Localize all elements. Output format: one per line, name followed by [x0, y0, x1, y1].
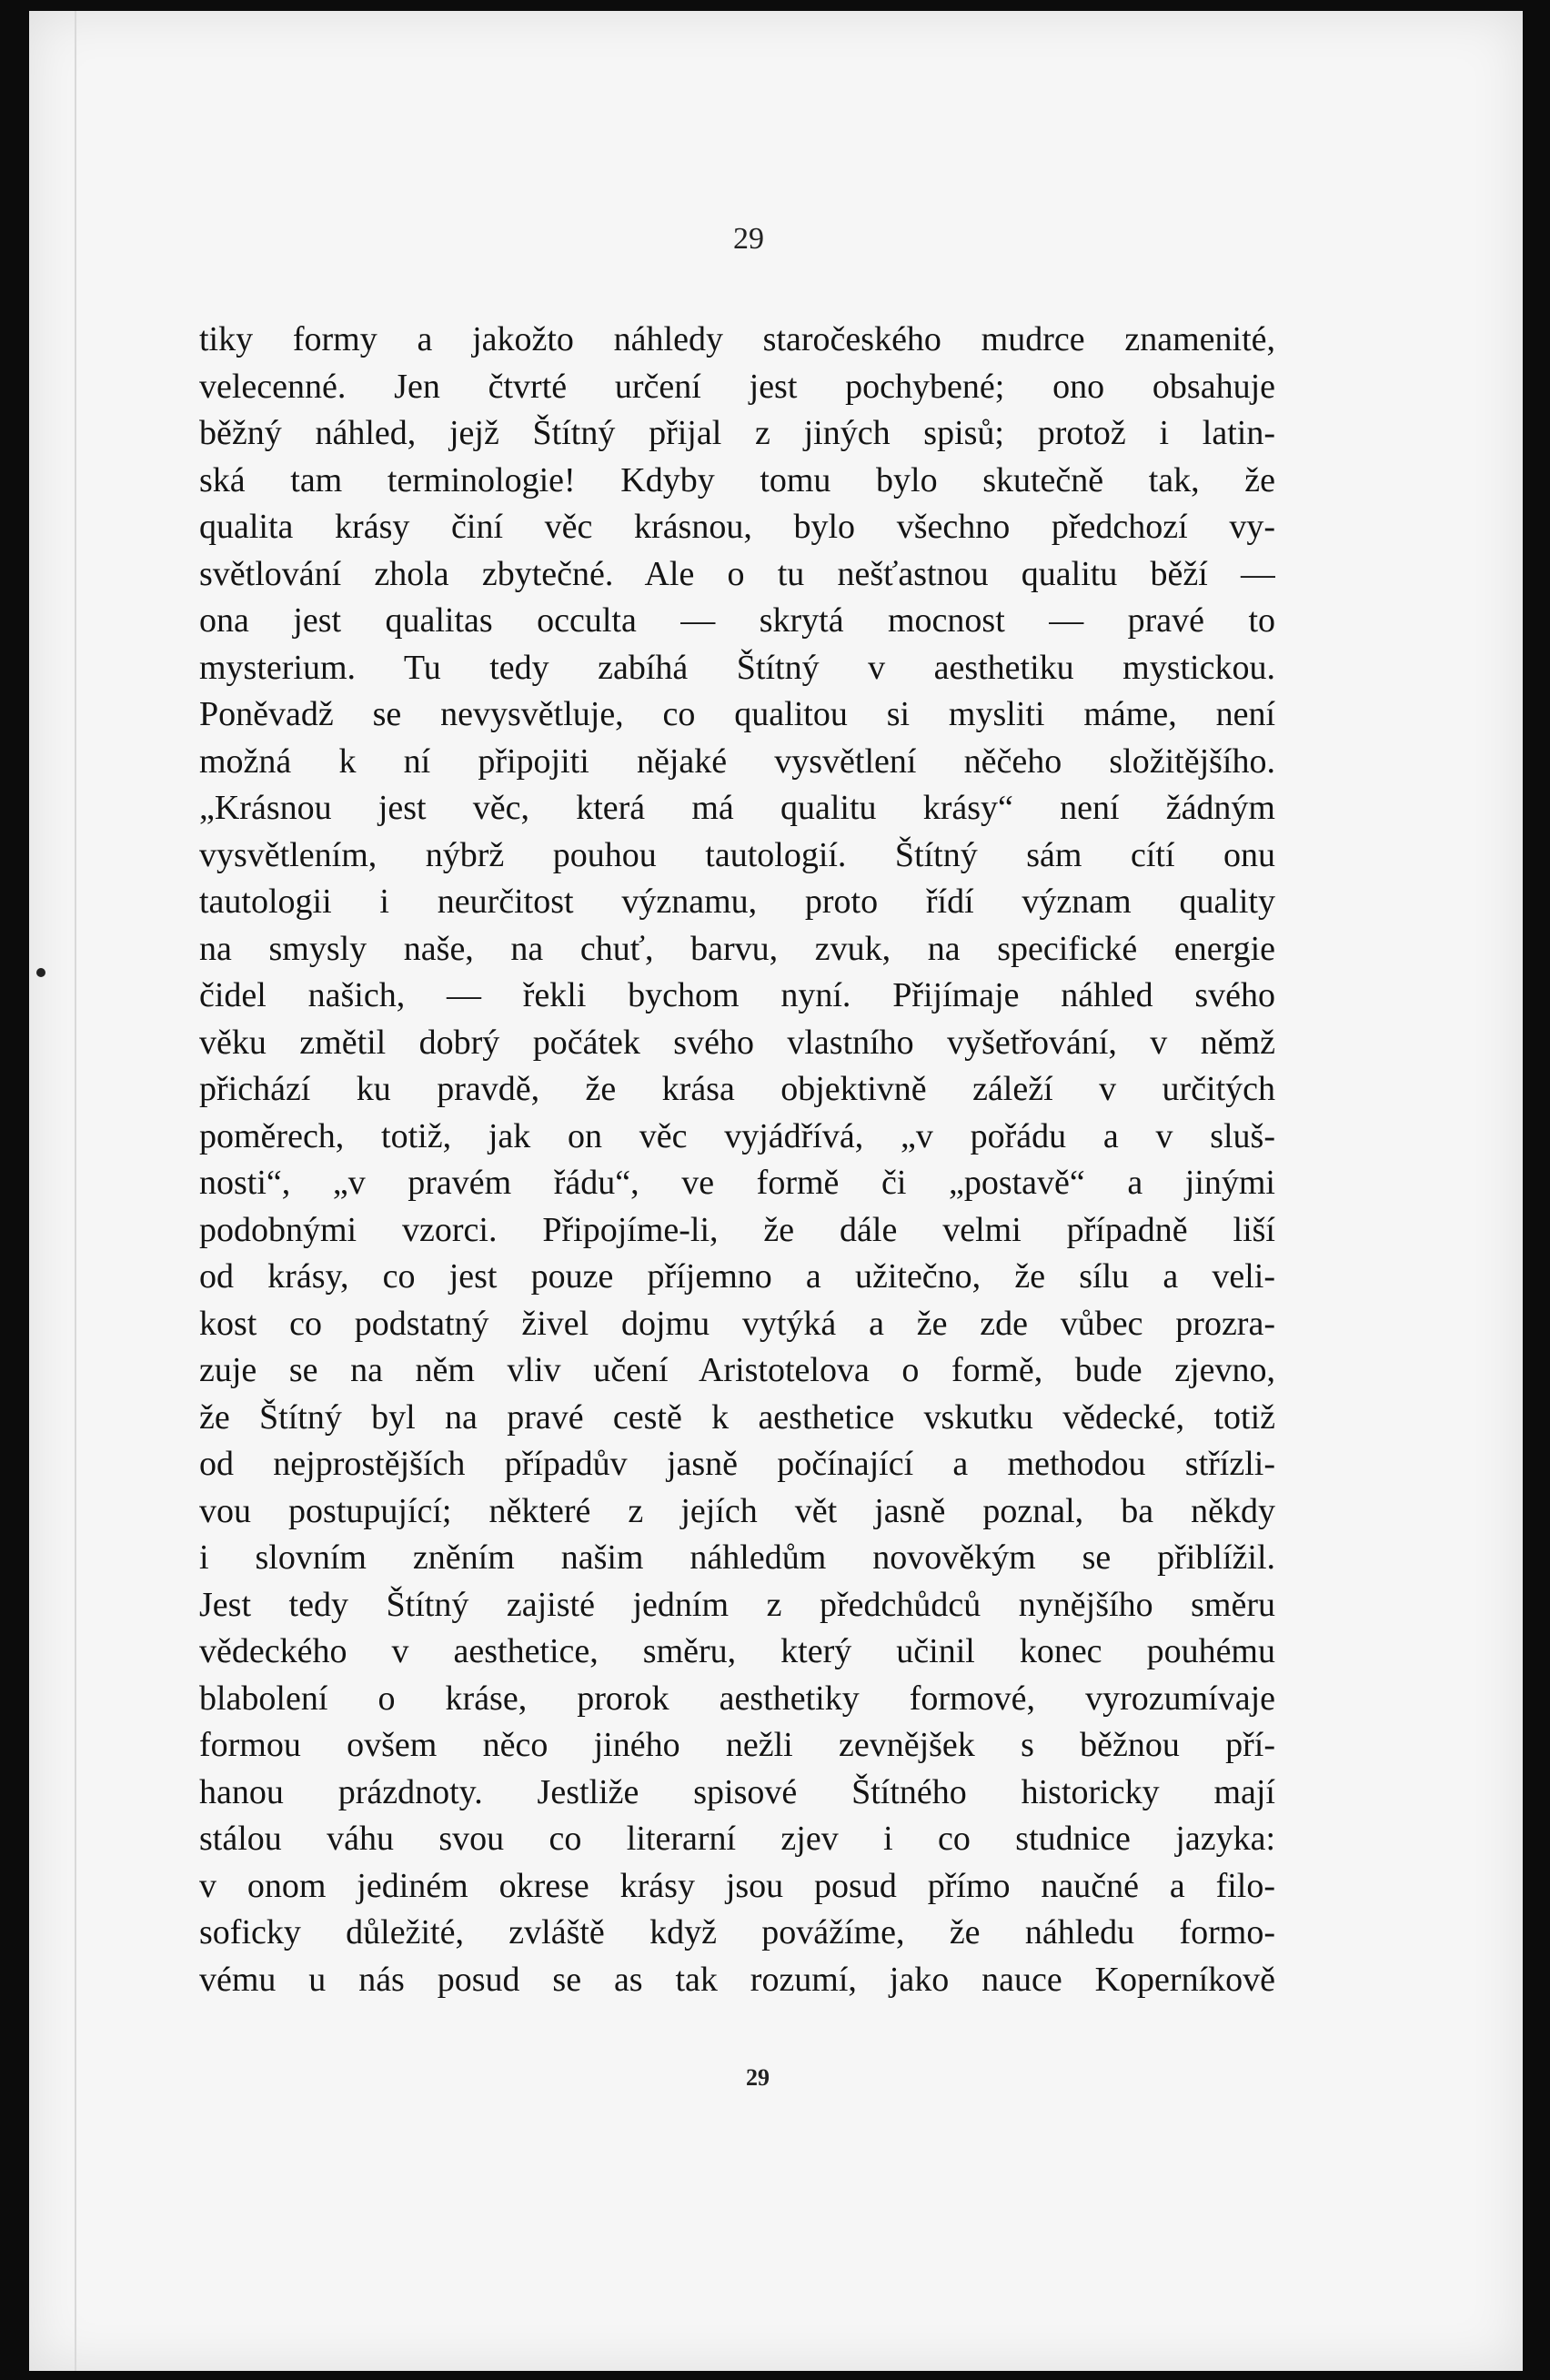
text-line: přichází ku pravdě, že krása objektivně záleží v určitých — [199, 1070, 1275, 1108]
text-line: „Krásnou jest věc, která má qualitu krásy“ není žádným — [199, 789, 1275, 827]
text-line: podobnými vzorci. Připojíme-li, že dále velmi případně liší — [199, 1210, 1275, 1249]
text-line: nosti“, „v pravém řádu“, ve formě či „postavě“ a jinými — [199, 1164, 1275, 1202]
margin-mark — [36, 968, 45, 977]
text-line: blabolení o kráse, prorok aesthetiky formové, vyrozumívaje — [199, 1679, 1275, 1718]
text-line: v onom jediném okrese krásy jsou posud přímo naučné a filo- — [199, 1866, 1275, 1905]
book-page — [29, 11, 1523, 2371]
text-line: na smysly naše, na chuť, barvu, zvuk, na specifické energie — [199, 929, 1275, 968]
text-line: ona jest qualitas occulta — skrytá mocnost — pravé to — [199, 601, 1275, 640]
text-line: Jest tedy Štítný zajisté jedním z předchůdců nynějšího směru — [199, 1585, 1275, 1624]
text-line: mysterium. Tu tedy zabíhá Štítný v aesthetiku mystickou. — [199, 648, 1275, 687]
text-line: qualita krásy činí věc krásnou, bylo všechno předchozí vy- — [199, 508, 1275, 546]
text-line: poměrech, totiž, jak on věc vyjádřívá, „v pořádu a v sluš- — [199, 1116, 1275, 1155]
text-line: vědeckého v aesthetice, směru, který učinil konec pouhému — [199, 1632, 1275, 1670]
text-line: tautologii i neurčitost významu, proto řídí význam quality — [199, 882, 1275, 921]
text-line: věku změtil dobrý počátek svého vlastního vyšetřování, v němž — [199, 1023, 1275, 1062]
text-line: čidel našich, — řekli bychom nyní. Přijímaje náhled svého — [199, 976, 1275, 1014]
text-line: vou postupující; některé z jejích vět jasně poznal, ba někdy — [199, 1491, 1275, 1530]
text-line: vysvětlením, nýbrž pouhou tautologií. Štítný sám cítí onu — [199, 835, 1275, 874]
text-line: světlování zhola zbytečné. Ale o tu nešťastnou qualitu běží — — [199, 554, 1275, 593]
text-line: tiky formy a jakožto náhledy staročeského mudrce znamenité, — [199, 320, 1275, 358]
text-line: soficky důležité, zvláště když povážíme, že náhledu formo- — [199, 1913, 1275, 1951]
page-number-bottom: 29 — [746, 2064, 770, 2091]
text-line: od nejprostějších případův jasně počínající a methodou střízli- — [199, 1445, 1275, 1483]
text-line: velecenné. Jen čtvrté určení jest pochybené; ono obsahuje — [199, 367, 1275, 406]
text-line: kost co podstatný živel dojmu vytýká a že zde vůbec prozra- — [199, 1304, 1275, 1343]
page-edge-line — [75, 11, 76, 2371]
text-line: vému u nás posud se as tak rozumí, jako nauce Koperníkově — [199, 1960, 1275, 1999]
text-line: zuje se na něm vliv učení Aristotelova o formě, bude zjevno, — [199, 1351, 1275, 1389]
text-line: běžný náhled, jejž Štítný přijal z jiných spisů; protož i latin- — [199, 414, 1275, 452]
text-line: stálou váhu svou co literarní zjev i co studnice jazyka: — [199, 1820, 1275, 1858]
body-text — [199, 317, 1275, 2003]
text-line: že Štítný byl na pravé cestě k aesthetice vskutku vědecké, totiž — [199, 1397, 1275, 1437]
text-line: ská tam terminologie! Kdyby tomu bylo skutečně tak, že — [199, 460, 1275, 499]
text-line: možná k ní připojiti nějaké vysvětlení něčeho složitějšího. — [199, 741, 1275, 781]
text-line: od krásy, co jest pouze příjemno a užitečno, že sílu a veli- — [199, 1257, 1275, 1296]
text-line: Poněvadž se nevysvětluje, co qualitou si mysliti máme, není — [199, 695, 1275, 733]
text-line: hanou prázdnoty. Jestliže spisové Štítného historicky mají — [199, 1772, 1275, 1811]
text-line: i slovním zněním našim náhledům novověkým se přiblížil. — [199, 1538, 1275, 1577]
text-line: formou ovšem něco jiného nežli zevnějšek s běžnou pří- — [199, 1726, 1275, 1764]
page-number-top: 29 — [733, 222, 764, 256]
